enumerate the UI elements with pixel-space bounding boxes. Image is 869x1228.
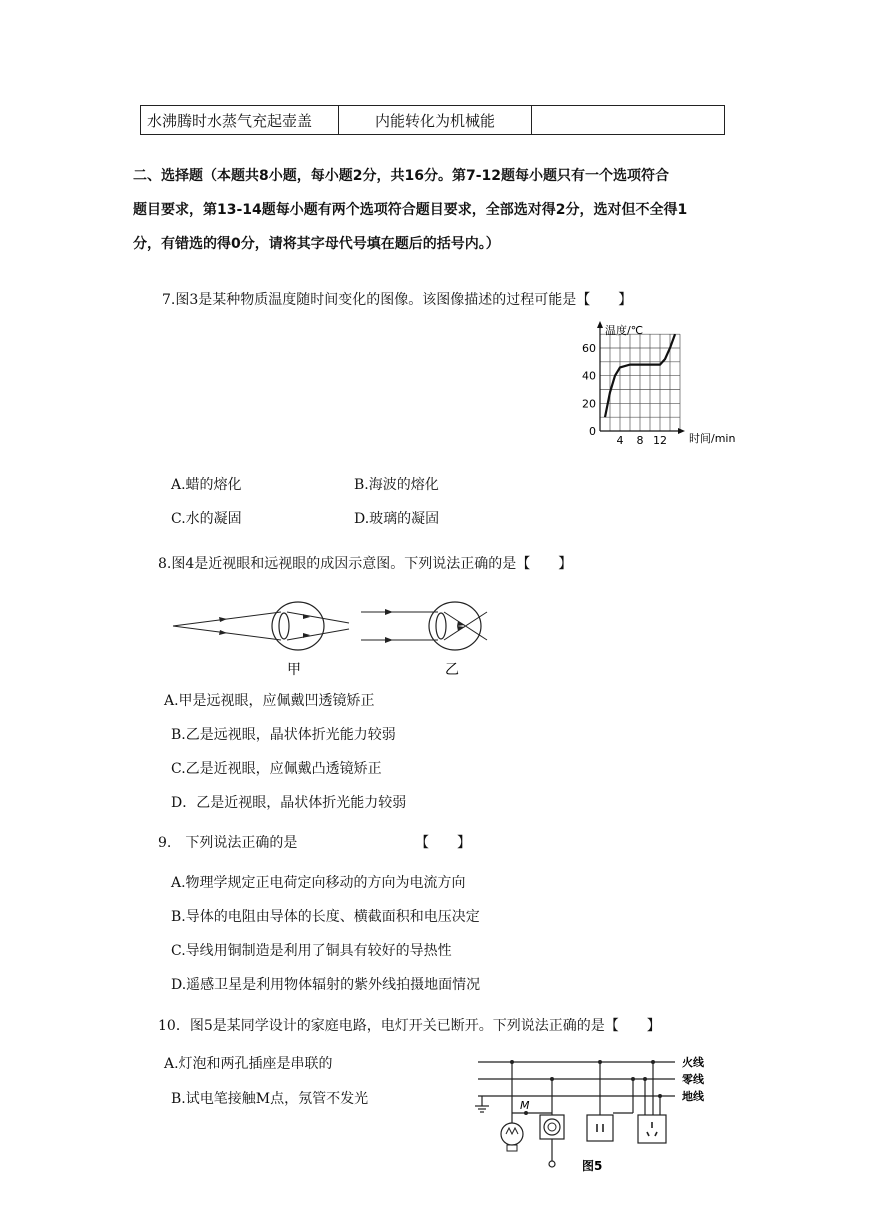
q9-option-b: B.导体的电阻由导体的长度、横截面积和电压决定 (171, 909, 480, 925)
household-circuit-diagram (470, 1048, 720, 1178)
x-tick-label: 8 (636, 434, 644, 447)
neutral-wire-label: 零线 (682, 1073, 704, 1086)
x-tick-label: 12 (653, 434, 667, 447)
eye-diagram (165, 590, 515, 682)
y-tick-label: 40 (582, 369, 596, 383)
figure-label-a: 甲 (287, 662, 301, 678)
y-tick-label: 60 (582, 342, 596, 355)
light-bulb-icon (501, 1113, 523, 1151)
table-cell (532, 106, 725, 135)
ground-wire-label: 地线 (682, 1090, 704, 1103)
y-axis-arrow-icon (597, 321, 603, 328)
figure-label-b: 乙 (445, 662, 459, 678)
ground-symbol-icon (475, 1096, 489, 1112)
section-heading (133, 159, 743, 261)
q9-option-a: A.物理学规定正电荷定向移动的方向为电流方向 (171, 875, 466, 891)
table-cell: 水沸腾时水蒸气充起壶盖 (141, 106, 339, 135)
figure-5-caption: 图5 (582, 1159, 603, 1173)
answer-table (140, 105, 725, 135)
section-line: 分，有错选的得0分，请将其字母代号填在题后的括号内。） (133, 236, 500, 252)
q7-option-a: A.蜡的熔化 (171, 477, 242, 493)
q8-option-a: A.甲是远视眼，应佩戴凹透镜矫正 (164, 693, 375, 709)
q9-option-d: D.遥感卫星是利用物体辐射的紫外线拍摄地面情况 (171, 977, 481, 993)
q7-option-c: C.水的凝固 (171, 511, 242, 527)
q7-option-d: D.玻璃的凝固 (354, 511, 440, 527)
section-line: 题目要求，第13-14题每小题有两个选项符合题目要求，全部选对得2分，选对但不全得1 (133, 202, 688, 218)
eye-diagram-a (173, 602, 349, 678)
y-tick-label: 20 (582, 397, 596, 411)
temperature-time-chart (570, 318, 750, 450)
x-tick-label: 4 (616, 434, 624, 447)
question-7-stem: 7.图3是某种物质温度随时间变化的图像。该图像描述的过程可能是【 】 (162, 292, 633, 308)
three-hole-socket-icon (638, 1115, 666, 1143)
two-hole-socket-icon (587, 1115, 613, 1141)
question-9-stem: 9. 下列说法正确的是 (158, 835, 298, 851)
q8-option-b: B.乙是远视眼，晶状体折光能力较弱 (171, 727, 396, 743)
q10-option-b: B.试电笔接触M点，氖管不发光 (171, 1091, 369, 1107)
y-axis-label: 温度/℃ (605, 324, 644, 337)
x-axis-arrow-icon (678, 428, 685, 434)
question-8-stem: 8.图4是近视眼和远视眼的成因示意图。下列说法正确的是【 】 (158, 556, 573, 572)
table-row (141, 106, 725, 135)
live-wire-label: 火线 (682, 1056, 704, 1069)
section-line: 二、选择题（本题共8小题，每小题2分，共16分。第7-12题每小题只有一个选项符合 (133, 168, 669, 184)
switch-icon (540, 1115, 564, 1139)
point-m-label: M (520, 1099, 530, 1112)
eye-diagram-b (361, 602, 487, 678)
q7-option-b: B.海波的熔化 (354, 477, 439, 493)
question-9-bracket: 【 】 (415, 835, 471, 851)
q8-option-d: D．乙是近视眼，晶状体折光能力较弱 (171, 795, 407, 811)
q9-option-c: C.导线用铜制造是利用了铜具有较好的导热性 (171, 943, 452, 959)
y-tick-label: 0 (589, 425, 596, 438)
q8-option-c: C.乙是近视眼，应佩戴凸透镜矫正 (171, 761, 382, 777)
q10-option-a: A.灯泡和两孔插座是串联的 (164, 1056, 333, 1072)
table-cell: 内能转化为机械能 (339, 106, 532, 135)
x-axis-label: 时间/min (689, 432, 736, 445)
question-10-stem: 10．图5是某同学设计的家庭电路，电灯开关已断开。下列说法正确的是【 】 (158, 1018, 661, 1034)
